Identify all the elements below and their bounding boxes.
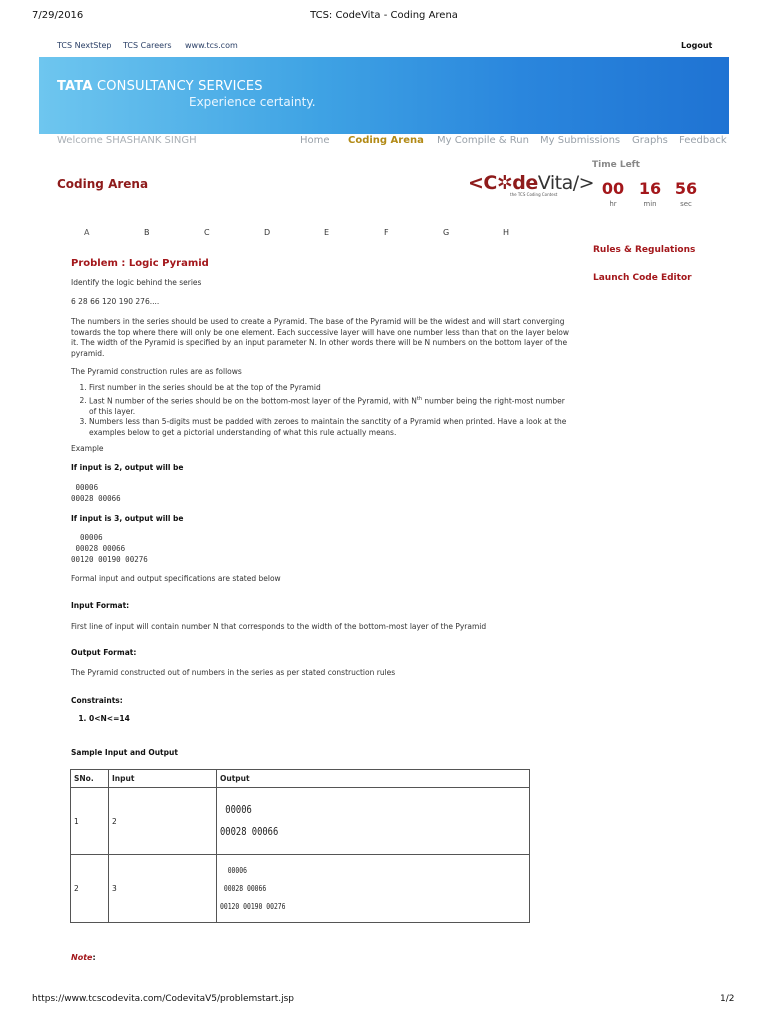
example-1-output: 00006 00028 00066 xyxy=(71,483,121,503)
tcs-careers-link[interactable]: TCS Careers xyxy=(123,41,172,50)
nav-my-submissions[interactable]: My Submissions xyxy=(540,135,621,146)
table-cell-sno: 1 xyxy=(71,788,109,855)
rule-item: 2. Last N number of the series should be on the bottom-most layer of the Pyramid, with $N^{th}$ number being the right-most number of this layer. xyxy=(89,394,573,418)
print-header xyxy=(0,10,768,26)
sample-io-table xyxy=(70,769,530,923)
sample-title: Sample Input and Output xyxy=(71,748,178,757)
timer-hours: 00 xyxy=(601,179,625,198)
top-links-bar xyxy=(0,41,768,55)
constraints-title: Constraints: xyxy=(71,696,123,705)
problem-description: The numbers in the series should be used to create a Pyramid. The base of the Pyramid will be the widest and will start converging towards the top where there will only be one element. Each successive layer will have one number less than that on the layer below it. The width of the Pyramid is specified by an input parameter N. In other words there will be N numbers on the bottom layer of the pyramid. xyxy=(71,317,570,358)
tcs-logo: TATA CONSULTANCY SERVICES xyxy=(57,79,263,94)
banner-tagline: Experience certainty. xyxy=(189,95,316,109)
page-number: 1/2 xyxy=(720,994,735,1004)
rule-item: 1. First number in the series should be at the top of the Pyramid xyxy=(89,383,573,394)
tab-h[interactable]: H xyxy=(503,228,510,237)
table-header: Input xyxy=(109,770,217,788)
example-2-title: If input is 3, output will be xyxy=(71,514,184,523)
rules-list xyxy=(71,383,573,438)
codevita-logo: <C✲deVita/> the TCS Coding Contest xyxy=(468,172,595,197)
rules-intro: The Pyramid construction rules are as follows xyxy=(71,367,242,376)
rule-item: 3. Numbers less than 5-digits must be padded with zeroes to maintain the sanctity of a Pyramid when printed. Have a look at the examples below to get a pictorial understanding of what this rule actually means. xyxy=(89,417,573,438)
example-label: Example xyxy=(71,444,104,453)
nav-home[interactable]: Home xyxy=(300,135,330,146)
timer-seconds: 56 xyxy=(674,179,698,198)
output-format-title: Output Format: xyxy=(71,648,137,657)
nav-feedback[interactable]: Feedback xyxy=(679,135,727,146)
table-header-row xyxy=(71,770,530,788)
example-1-title: If input is 2, output will be xyxy=(71,463,184,472)
problem-title: Problem : Logic Pyramid xyxy=(71,258,209,269)
constraints-list xyxy=(71,714,573,725)
launch-code-editor-link[interactable]: Launch Code Editor xyxy=(593,273,692,283)
example-2-output: 00006 00028 00066 00120 00190 00276 xyxy=(71,533,148,564)
time-left-label: Time Left xyxy=(592,160,640,170)
problem-intro: Identify the logic behind the series xyxy=(71,278,202,287)
note-label: Note: xyxy=(71,953,96,962)
logout-link[interactable]: Logout xyxy=(681,41,713,50)
nav-graphs[interactable]: Graphs xyxy=(632,135,668,146)
tcs-website-link[interactable]: www.tcs.com xyxy=(185,41,238,50)
input-format-title: Input Format: xyxy=(71,601,130,610)
tab-c[interactable]: C xyxy=(204,228,210,237)
table-cell-sno: 2 xyxy=(71,855,109,923)
formal-spec-text: Formal input and output specifications are stated below xyxy=(71,574,281,583)
table-cell-output: 00006 00028 00066 00120 00190 00276 xyxy=(217,855,530,923)
tab-f[interactable]: F xyxy=(384,228,389,237)
rules-regulations-link[interactable]: Rules & Regulations xyxy=(593,245,696,255)
input-format-text: First line of input will contain number N that corresponds to the width of the bottom-most layer of the Pyramid xyxy=(71,622,487,631)
timer-minutes: 16 xyxy=(638,179,662,198)
tab-g[interactable]: G xyxy=(443,228,450,237)
table-cell-output: 00006 00028 00066 xyxy=(217,788,530,855)
tab-b[interactable]: B xyxy=(144,228,150,237)
nav-coding-arena[interactable]: Coding Arena xyxy=(348,135,424,146)
problem-series: 6 28 66 120 190 276.... xyxy=(71,297,160,306)
table-cell-input: 3 xyxy=(109,855,217,923)
output-format-text: The Pyramid constructed out of numbers in the series as per stated construction rules xyxy=(71,668,396,677)
timer-hours-unit: hr xyxy=(609,200,617,208)
print-date: 7/29/2016 xyxy=(32,10,84,21)
timer-minutes-unit: min xyxy=(643,200,657,208)
table-header: Output xyxy=(217,770,530,788)
tab-e[interactable]: E xyxy=(324,228,330,237)
gear-icon: ✲ xyxy=(496,172,513,194)
tcs-banner xyxy=(39,57,729,134)
page-url: https://www.tcscodevita.com/CodevitaV5/problemstart.jsp xyxy=(32,994,295,1004)
nav-compile-run[interactable]: My Compile & Run xyxy=(437,135,529,146)
tab-d[interactable]: D xyxy=(264,228,271,237)
print-title: TCS: CodeVita - Coding Arena xyxy=(310,10,458,21)
tcs-nextstep-link[interactable]: TCS NextStep xyxy=(57,41,112,50)
table-cell-input: 2 xyxy=(109,788,217,855)
tab-a[interactable]: A xyxy=(84,228,90,237)
table-row xyxy=(71,788,530,855)
table-header: SNo. xyxy=(71,770,109,788)
constraint-item: 1. 0<N<=14 xyxy=(89,714,573,725)
timer-seconds-unit: sec xyxy=(680,200,692,208)
problem-tabs xyxy=(0,228,768,240)
table-row xyxy=(71,855,530,923)
main-nav xyxy=(0,135,768,151)
welcome-text: Welcome SHASHANK SINGH xyxy=(57,135,197,146)
page-title: Coding Arena xyxy=(57,177,149,191)
